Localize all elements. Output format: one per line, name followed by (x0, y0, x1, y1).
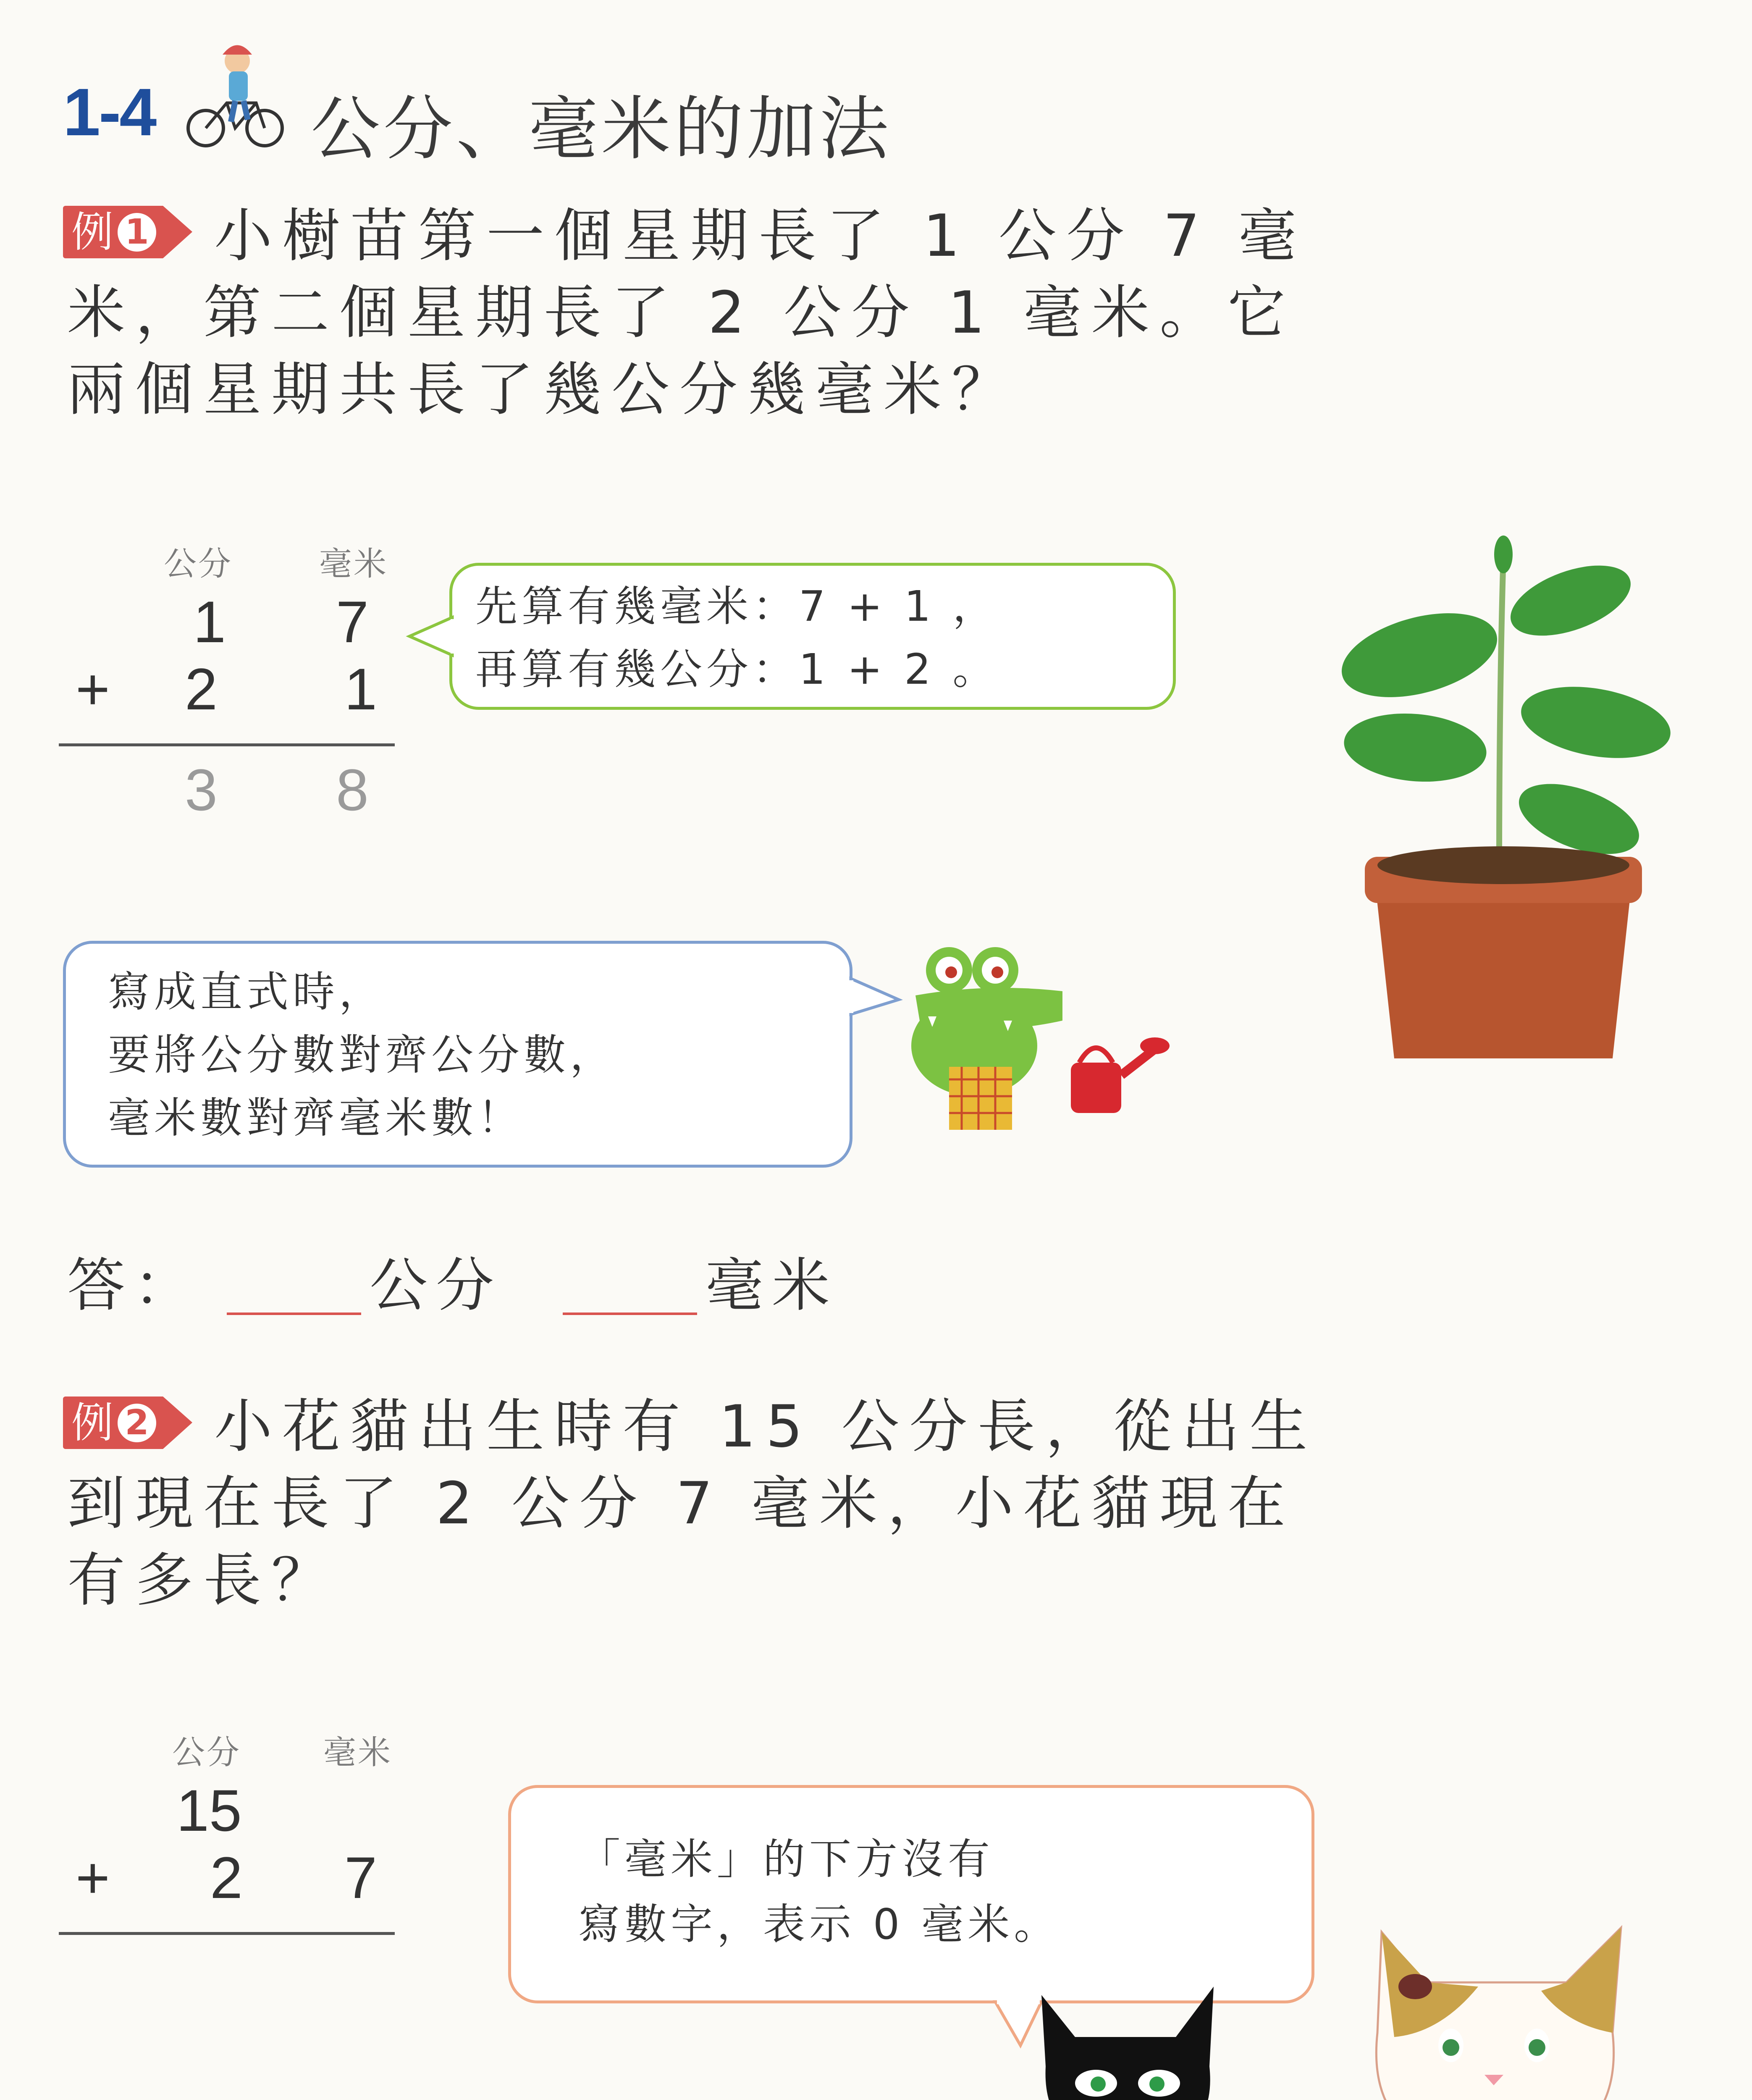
plus-sign: + (76, 1845, 110, 1911)
result-mm-digit: 8 (336, 757, 369, 823)
badge-arrow-icon (163, 1396, 192, 1449)
hint-bubble-tail (405, 613, 456, 664)
example-2-badge (63, 1396, 192, 1449)
column-label-mm: 毫米 (323, 1734, 393, 1772)
badge-arrow-icon (163, 206, 192, 258)
hint-line-2: 再算有幾公分：1 + 2 。 (475, 645, 999, 694)
badge-label: 例 (71, 207, 113, 257)
badge-label: 例 (71, 1398, 113, 1447)
croc-bubble-tail (848, 974, 903, 1021)
column-label-mm: 毫米 (319, 545, 388, 583)
example-1-line-3: 兩個星期共長了幾公分幾毫米？ (67, 356, 1020, 423)
cat-line-2: 寫數字，表示 0 毫米。 (578, 1900, 1060, 1949)
croc-line-3: 毫米數對齊毫米數！ (108, 1093, 524, 1142)
croc-speech-bubble (63, 941, 852, 1168)
answer-1-cm-blank[interactable] (227, 1312, 361, 1315)
row2-mm-digit: 7 (344, 1845, 377, 1911)
section-number: 1-4 (63, 74, 155, 150)
example-1-line-2: 米，第二個星期長了 2 公分 1 毫米。它 (67, 279, 1296, 346)
croc-line-1: 寫成直式時， (108, 967, 385, 1016)
badge-number: 2 (118, 1404, 156, 1442)
result-cm-digit: 3 (185, 757, 218, 823)
example-2-vertical-math (59, 1726, 403, 1961)
column-label-cm: 公分 (172, 1734, 241, 1772)
row1-mm-digit: 7 (336, 589, 369, 655)
hint-line-1: 先算有幾毫米：7 + 1 ， (475, 582, 999, 631)
example-2-line-2: 到現在長了 2 公分 7 毫米，小花貓現在 (67, 1470, 1296, 1537)
badge-number: 1 (118, 213, 156, 252)
hint-bubble (449, 563, 1176, 710)
crocodile-with-watering-can-illustration (903, 937, 1172, 1155)
cyclist-boy-illustration (181, 32, 290, 149)
example-1-vertical-math (59, 538, 403, 840)
example-2-line-1: 小花貓出生時有 15 公分長，從出生 (214, 1393, 1318, 1460)
example-1-line-1: 小樹苗第一個星期長了 1 公分 7 毫 (214, 202, 1307, 270)
row2-cm-digit: 2 (210, 1845, 243, 1911)
potted-plant-illustration (1335, 529, 1671, 1067)
answer-1-label: 答： (67, 1252, 200, 1319)
answer-1-unit-cm: 公分 (370, 1252, 503, 1319)
croc-line-2: 要將公分數對齊公分數， (108, 1030, 616, 1079)
cat-line-1: 「毫米」的下方沒有 (578, 1835, 994, 1884)
example-2-line-3: 有多長？ (67, 1546, 340, 1614)
plus-sign: + (76, 656, 110, 722)
black-cat-illustration (1025, 1970, 1235, 2100)
sum-line (59, 743, 395, 746)
answer-1-mm-blank[interactable] (563, 1312, 697, 1315)
answer-1-unit-mm: 毫米 (706, 1252, 839, 1319)
example-1-badge (63, 206, 192, 258)
row2-mm-digit: 1 (344, 656, 377, 722)
page-title: 公分、毫米的加法 (311, 89, 892, 169)
calico-cat-illustration (1331, 1915, 1659, 2100)
column-label-cm: 公分 (164, 545, 233, 583)
row1-cm-digit: 1 (193, 589, 226, 655)
row1-cm-digit: 15 (176, 1777, 242, 1843)
sum-line (59, 1932, 395, 1935)
row2-cm-digit: 2 (185, 656, 218, 722)
